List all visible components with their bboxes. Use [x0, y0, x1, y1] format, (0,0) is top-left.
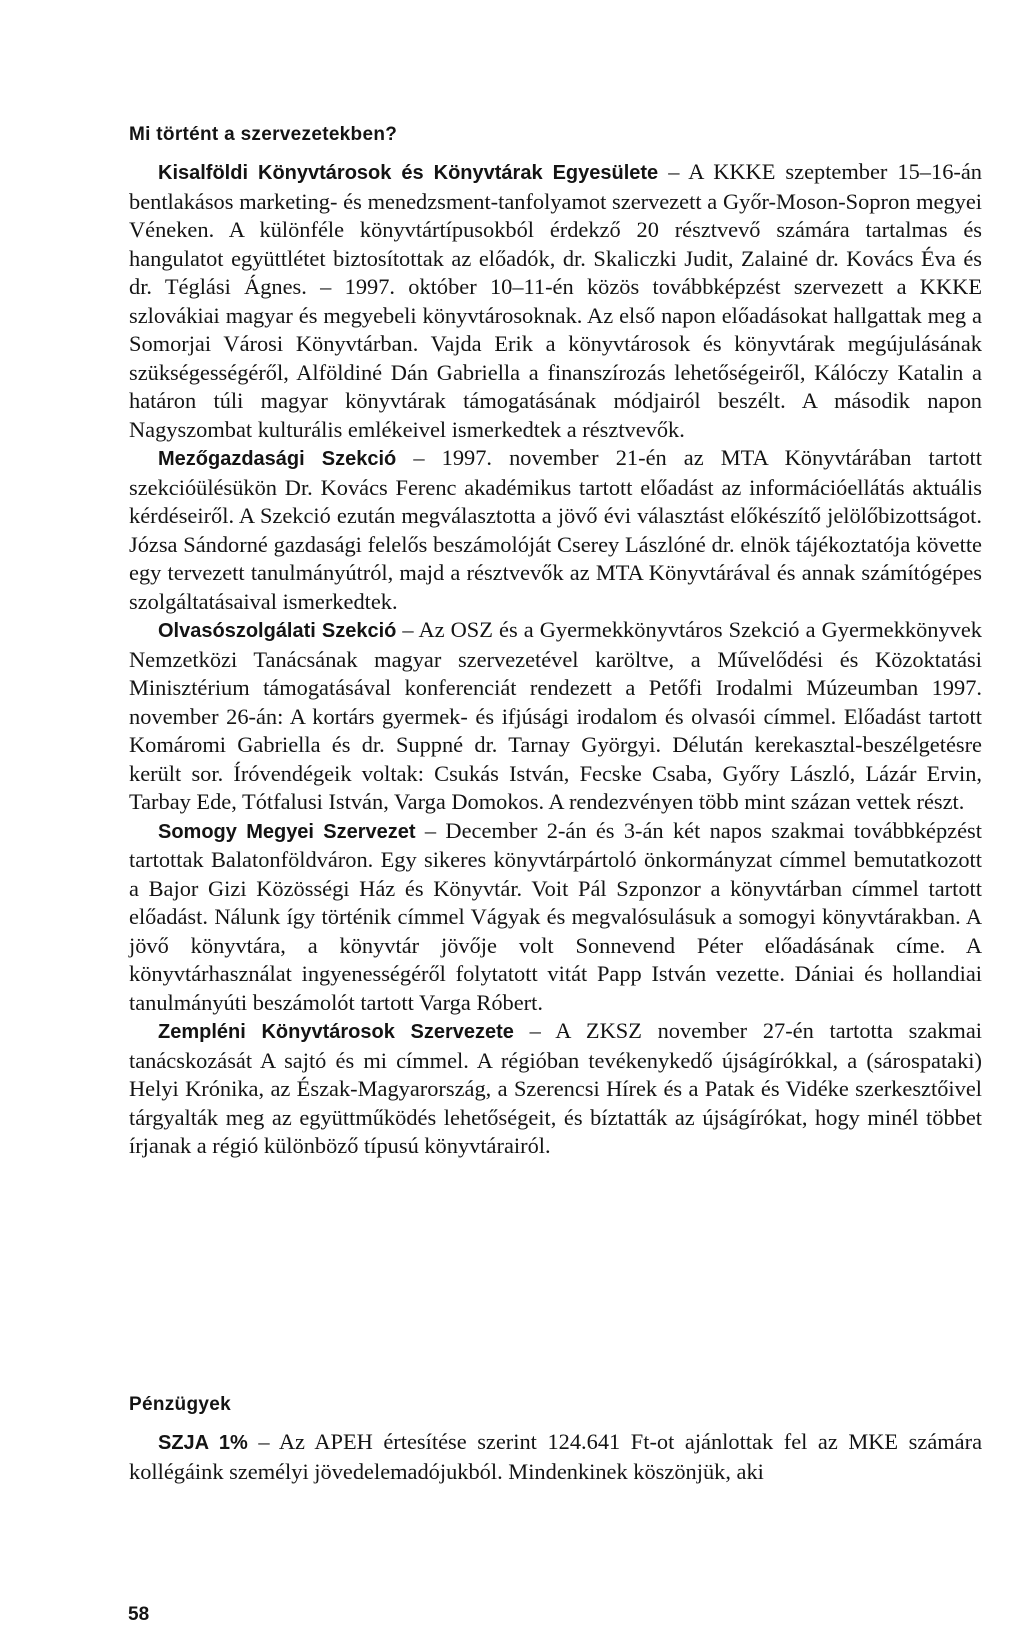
page-number: 58 [128, 1604, 150, 1625]
article-text: – December 2-án és 3-án két napos szakmai továbbképzést tartottak Balatonföldváron. Egy sikeres könyvtárpártoló önkormányzat címmel bemutatkozott a Bajor Gizi Közösségi Ház és Könyvtár. Voit Pál Szponzor a könyvtárban címmel tartott előadást. Nálunk így történik címmel Vágyak és megvalósulásuk a somogyi könyvtárakban. A jövő könyvtára, a könyvtár jövője volt Sonnevend Péter előadásának címe. A könyvtárhasználat ingyenességéről folytatott vitát Papp István vezette. Dániai és hollandiai tanulmányúti beszámolót tartott Varga Róbert. [129, 817, 982, 1015]
article-paragraph [129, 616, 982, 817]
finance-body [129, 1428, 982, 1486]
organization-name: Olvasószolgálati Szekció [158, 620, 397, 642]
organization-name: Mezőgazdasági Szekció [158, 448, 397, 470]
finance-text: – Az APEH értesítése szerint 124.641 Ft-ot ajánlottak fel az MKE számára kollégáink személyi jövedelemadójukból. Mindenkinek köszönjük, aki [129, 1429, 983, 1484]
article-text: – 1997. november 21-én az MTA Könyvtárában tartott szekcióülésükön Dr. Kovács Ferenc akadémikus tartott előadást az információellátás aktuális kérdéseiről. A Szekció ezután megválasztotta a jövő évi választást előkészítő jelölőbizottságot. Józsa Sándorné gazdasági felelős beszámolóját Cserey Lászlóné dr. elnök tájékoztatója követte egy tervezett tanulmányútról, majd a résztvevők az MTA Könyvtárával és annak számítógépes szolgáltatásaival ismerkedtek. [129, 445, 982, 614]
article-text: – Az OSZ és a Gyermekkönyvtáros Szekció a Gyermekkönyvek Nemzetközi Tanácsának magyar szervezetével karöltve, a Művelődési és Közoktatási Minisztérium támogatásával konferenciát rendezett a Petőfi Irodalmi Múzeumban 1997. november 26-án: A kortárs gyermek- és ifjúsági irodalom és olvasói címmel. Előadást tartott Komáromi Gabriella és dr. Suppné dr. Tarnay Györgyi. Délután kerekasztal-beszélgetésre került sor. Íróvendégeik voltak: Csukás István, Fecske Csaba, Győry László, Lázár Ervin, Tarbay Ede, Tótfalusi István, Varga Domokos. A rendezvényen több mint százan vettek részt. [129, 617, 982, 814]
organization-name: Kisalföldi Könyvtárosok és Könyvtárak Egyesülete [158, 162, 659, 184]
finance-title: Pénzügyek [129, 1394, 231, 1415]
articles-body [129, 158, 982, 1161]
article-paragraph [129, 444, 982, 616]
section-title: Mi történt a szervezetekben? [129, 124, 398, 145]
organization-name: Somogy Megyei Szervezet [158, 820, 416, 843]
article-paragraph [129, 158, 982, 444]
finance-paragraph [129, 1428, 982, 1486]
article-paragraph [129, 1017, 982, 1161]
article-text: – A KKKE szeptember 15–16-án bentlakásos marketing- és menedzsment-tanfolyamot szervezett a Győr-Moson-Sopron megyei Véneken. A különféle könyvtártípusokból érdekző 20 résztvevő számára tartalmas és hangulatot együttlétet biztosítottak az előadók, dr. Skaliczki Judit, Zalainé dr. Kovács Éva és dr. Téglási Ágnes. – 1997. október 10–11-én közös továbbképzést szervezett a KKKE szlovákiai magyar és megyebeli könyvtárosoknak. Az első napon előadásokat hallgattak meg a Somorjai Városi Könyvtárban. Vajda Erik a könyvtárosok és könyvtárak megújulásának szükségességéről, Alföldiné Dán Gabriella a finanszírozás lehetőségeiről, Kálóczy Katalin a határon túli magyar könyvtárak támogatásának módjairól beszélt. A második napon Nagyszombat kulturális emlékeivel ismerkedtek a résztvevők. [129, 159, 982, 442]
organization-name: Zempléni Könyvtárosok Szervezete [158, 1021, 514, 1043]
article-paragraph [129, 817, 982, 1018]
finance-item-name: SZJA 1% [158, 1432, 248, 1454]
article-text: – A ZKSZ november 27-én tartotta szakmai tanácskozását A sajtó és mi címmel. A régióban tevékenykedő újságírókkal, a (sárospataki) Helyi Krónika, az Észak-Magyarország, a Szerencsi Hírek és a Patak és Vidéke szerkesztőivel tárgyalták meg az együttműködés lehetőségeit, és bíztatták az újságírókat, hogy minél többet írjanak a régió különböző típusú könyvtárairól. [129, 1018, 982, 1158]
